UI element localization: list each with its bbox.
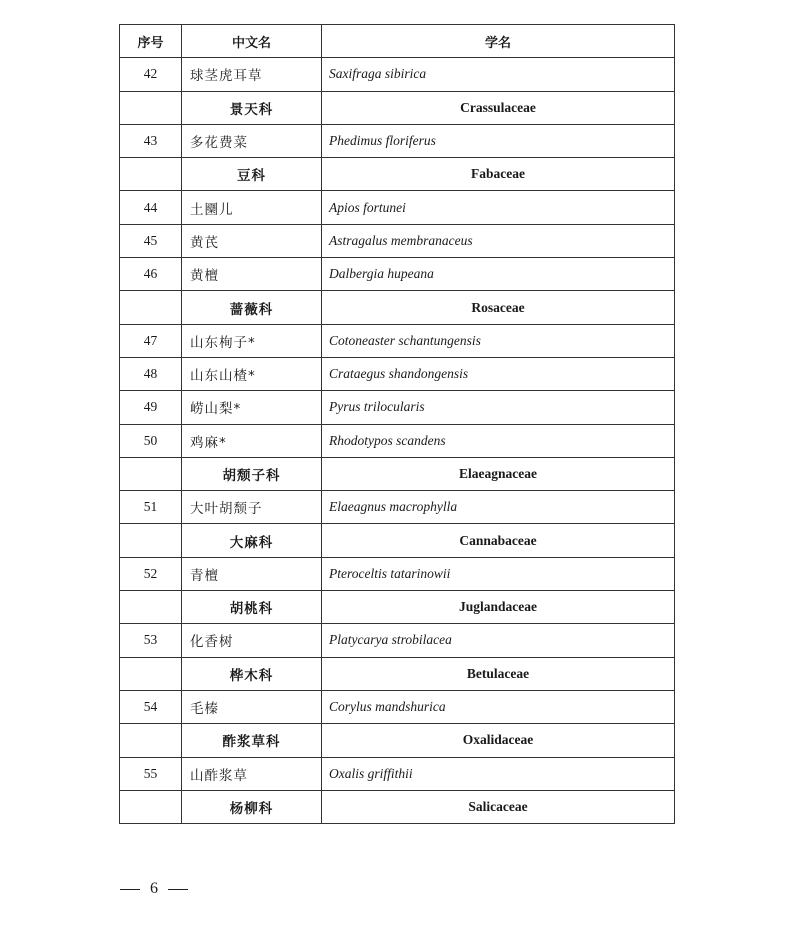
species-row bbox=[120, 557, 675, 590]
species-scientific-name: Corylus mandshurica bbox=[322, 690, 675, 723]
species-chinese-name: 山东栒子* bbox=[182, 324, 322, 357]
species-scientific-name: Dalbergia hupeana bbox=[322, 258, 675, 291]
family-number-cell bbox=[120, 91, 182, 124]
species-number: 47 bbox=[120, 324, 182, 357]
family-row bbox=[120, 91, 675, 124]
species-scientific-name: Saxifraga sibirica bbox=[322, 58, 675, 91]
species-row bbox=[120, 391, 675, 424]
species-number: 53 bbox=[120, 624, 182, 657]
family-scientific-name: Juglandaceae bbox=[322, 591, 675, 624]
species-row bbox=[120, 224, 675, 257]
species-number: 51 bbox=[120, 491, 182, 524]
species-row bbox=[120, 424, 675, 457]
species-chinese-name: 黄芪 bbox=[182, 224, 322, 257]
species-chinese-name: 毛榛 bbox=[182, 690, 322, 723]
species-row bbox=[120, 491, 675, 524]
family-number-cell bbox=[120, 158, 182, 191]
species-chinese-name: 多花费菜 bbox=[182, 124, 322, 157]
species-table bbox=[119, 24, 675, 824]
footer-dash-right bbox=[168, 889, 188, 890]
table-body bbox=[120, 58, 675, 824]
table-header-row bbox=[120, 25, 675, 58]
species-chinese-name: 黄檀 bbox=[182, 258, 322, 291]
species-row bbox=[120, 357, 675, 390]
family-scientific-name: Salicaceae bbox=[322, 790, 675, 823]
family-number-cell bbox=[120, 790, 182, 823]
family-chinese-name: 胡桃科 bbox=[182, 591, 322, 624]
footer-dash-left bbox=[120, 889, 140, 890]
species-number: 48 bbox=[120, 357, 182, 390]
species-scientific-name: Elaeagnus macrophylla bbox=[322, 491, 675, 524]
species-row bbox=[120, 191, 675, 224]
header-scientific-name: 学名 bbox=[322, 25, 675, 58]
species-row bbox=[120, 58, 675, 91]
family-row bbox=[120, 524, 675, 557]
family-number-cell bbox=[120, 291, 182, 324]
species-number: 50 bbox=[120, 424, 182, 457]
species-row bbox=[120, 757, 675, 790]
species-chinese-name: 青檀 bbox=[182, 557, 322, 590]
family-scientific-name: Rosaceae bbox=[322, 291, 675, 324]
species-chinese-name: 山东山楂* bbox=[182, 357, 322, 390]
species-row bbox=[120, 324, 675, 357]
species-number: 42 bbox=[120, 58, 182, 91]
species-row bbox=[120, 690, 675, 723]
family-scientific-name: Elaeagnaceae bbox=[322, 457, 675, 490]
family-row bbox=[120, 457, 675, 490]
species-number: 55 bbox=[120, 757, 182, 790]
header-chinese-name: 中文名 bbox=[182, 25, 322, 58]
species-number: 52 bbox=[120, 557, 182, 590]
page-footer bbox=[120, 880, 188, 898]
species-chinese-name: 崂山梨* bbox=[182, 391, 322, 424]
species-scientific-name: Rhodotypos scandens bbox=[322, 424, 675, 457]
species-scientific-name: Pyrus trilocularis bbox=[322, 391, 675, 424]
species-row bbox=[120, 624, 675, 657]
family-row bbox=[120, 790, 675, 823]
species-row bbox=[120, 258, 675, 291]
family-chinese-name: 豆科 bbox=[182, 158, 322, 191]
species-chinese-name: 土圞儿 bbox=[182, 191, 322, 224]
species-scientific-name: Platycarya strobilacea bbox=[322, 624, 675, 657]
species-number: 54 bbox=[120, 690, 182, 723]
family-row bbox=[120, 591, 675, 624]
family-scientific-name: Crassulaceae bbox=[322, 91, 675, 124]
species-scientific-name: Oxalis griffithii bbox=[322, 757, 675, 790]
species-scientific-name: Apios fortunei bbox=[322, 191, 675, 224]
family-row bbox=[120, 291, 675, 324]
species-scientific-name: Cotoneaster schantungensis bbox=[322, 324, 675, 357]
species-chinese-name: 山酢浆草 bbox=[182, 757, 322, 790]
family-chinese-name: 景天科 bbox=[182, 91, 322, 124]
species-number: 46 bbox=[120, 258, 182, 291]
family-number-cell bbox=[120, 457, 182, 490]
family-number-cell bbox=[120, 524, 182, 557]
family-chinese-name: 大麻科 bbox=[182, 524, 322, 557]
family-row bbox=[120, 158, 675, 191]
family-row bbox=[120, 657, 675, 690]
species-scientific-name: Phedimus floriferus bbox=[322, 124, 675, 157]
family-number-cell bbox=[120, 591, 182, 624]
family-scientific-name: Oxalidaceae bbox=[322, 724, 675, 757]
species-chinese-name: 鸡麻* bbox=[182, 424, 322, 457]
family-chinese-name: 杨柳科 bbox=[182, 790, 322, 823]
family-number-cell bbox=[120, 657, 182, 690]
family-chinese-name: 桦木科 bbox=[182, 657, 322, 690]
family-scientific-name: Cannabaceae bbox=[322, 524, 675, 557]
species-number: 45 bbox=[120, 224, 182, 257]
species-chinese-name: 球茎虎耳草 bbox=[182, 58, 322, 91]
species-scientific-name: Crataegus shandongensis bbox=[322, 357, 675, 390]
family-chinese-name: 蔷薇科 bbox=[182, 291, 322, 324]
species-number: 44 bbox=[120, 191, 182, 224]
family-scientific-name: Fabaceae bbox=[322, 158, 675, 191]
species-chinese-name: 化香树 bbox=[182, 624, 322, 657]
family-scientific-name: Betulaceae bbox=[322, 657, 675, 690]
species-scientific-name: Astragalus membranaceus bbox=[322, 224, 675, 257]
family-number-cell bbox=[120, 724, 182, 757]
header-number: 序号 bbox=[120, 25, 182, 58]
species-chinese-name: 大叶胡颓子 bbox=[182, 491, 322, 524]
species-scientific-name: Pteroceltis tatarinowii bbox=[322, 557, 675, 590]
page-number: 6 bbox=[150, 880, 158, 897]
family-row bbox=[120, 724, 675, 757]
species-number: 43 bbox=[120, 124, 182, 157]
family-chinese-name: 酢浆草科 bbox=[182, 724, 322, 757]
species-row bbox=[120, 124, 675, 157]
species-number: 49 bbox=[120, 391, 182, 424]
family-chinese-name: 胡颓子科 bbox=[182, 457, 322, 490]
